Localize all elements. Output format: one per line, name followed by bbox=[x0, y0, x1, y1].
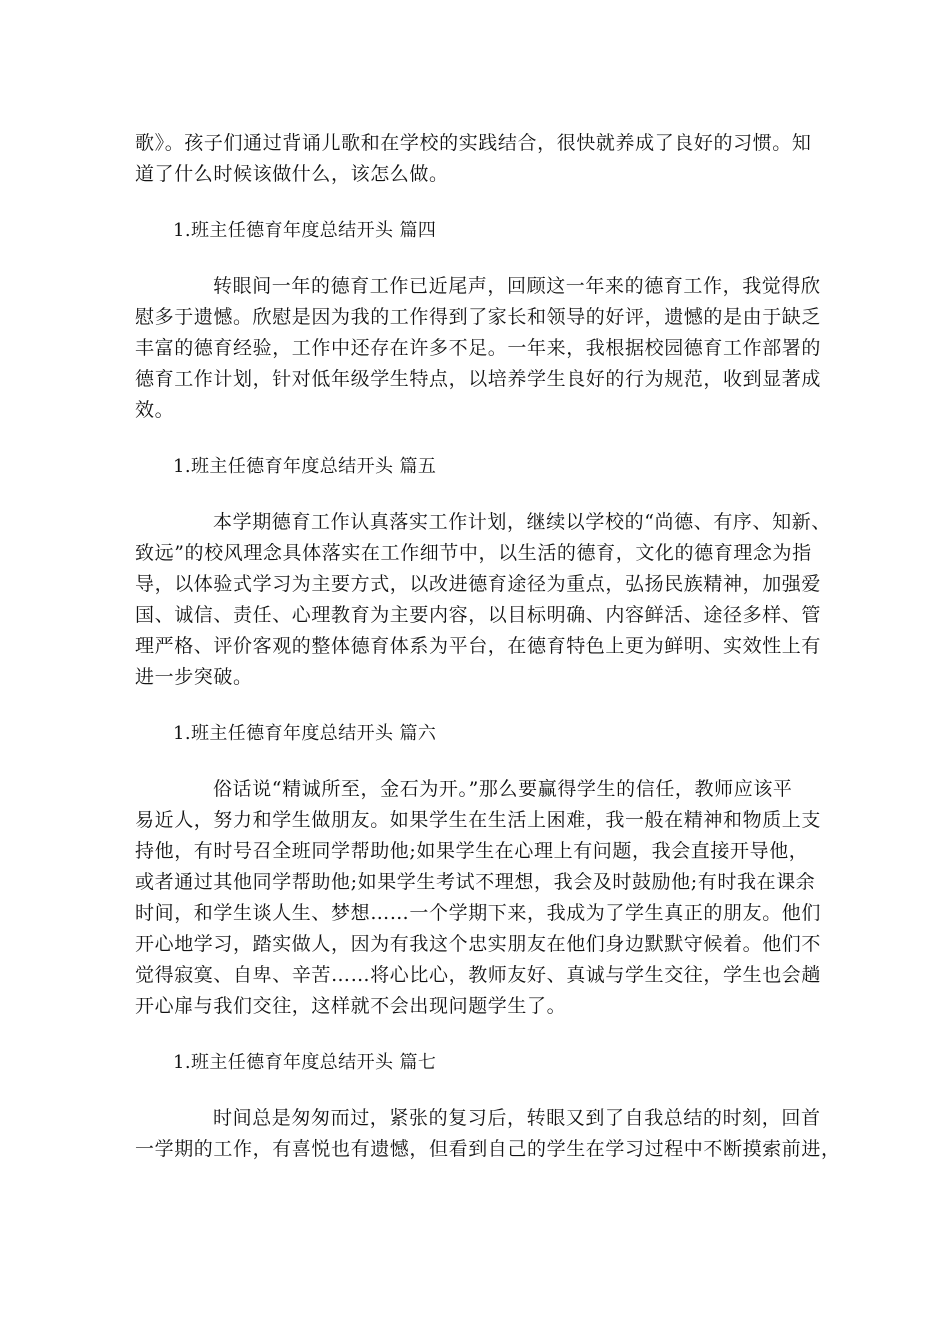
section-heading-6: 1.班主任德育年度总结开头 篇六 bbox=[173, 723, 437, 744]
paragraph-line: 导，以体验式学习为主要方式，以改进德育途径为重点，弘扬民族精神，加强爱 bbox=[135, 573, 822, 595]
paragraph-line: 效。 bbox=[135, 399, 175, 421]
paragraph-line: 德育工作计划，针对低年级学生特点，以培养学生良好的行为规范，收到显著成 bbox=[135, 368, 822, 390]
paragraph-line: 本学期德育工作认真落实工作计划，继续以学校的“尚德、有序、知新、 bbox=[213, 511, 831, 533]
paragraph-line: 或者通过其他同学帮助他;如果学生考试不理想，我会及时鼓励他;有时我在课余 bbox=[135, 871, 816, 893]
paragraph-line: 持他，有时号召全班同学帮助他;如果学生在心理上有问题，我会直接开导他， bbox=[135, 840, 809, 862]
paragraph-line: 俗话说“精诚所至，金石为开。”那么要赢得学生的信任，教师应该平 bbox=[213, 778, 793, 800]
paragraph-line: 时间，和学生谈人生、梦想……一个学期下来，我成为了学生真正的朋友。他们 bbox=[135, 902, 822, 924]
paragraph-line: 转眼间一年的德育工作已近尾声，回顾这一年来的德育工作，我觉得欣 bbox=[213, 275, 821, 297]
section-heading-7: 1.班主任德育年度总结开头 篇七 bbox=[173, 1052, 437, 1073]
section-heading-4: 1.班主任德育年度总结开头 篇四 bbox=[173, 220, 437, 241]
paragraph-continuation bbox=[135, 128, 823, 190]
paragraph-line: 觉得寂寞、自卑、辛苦……将心比心，教师友好、真诚与学生交往，学生也会趟 bbox=[135, 964, 822, 986]
paragraph-line: 歌》。孩子们通过背诵儿歌和在学校的实践结合，很快就养成了良好的习惯。知 bbox=[135, 132, 812, 154]
paragraph-line: 易近人，努力和学生做朋友。如果学生在生活上困难，我一般在精神和物质上支 bbox=[135, 809, 822, 831]
paragraph-line: 一学期的工作，有喜悦也有遗憾，但看到自己的学生在学习过程中不断摸索前进， bbox=[135, 1138, 841, 1160]
paragraph-line: 开心地学习，踏实做人，因为有我这个忠实朋友在他们身边默默守候着。他们不 bbox=[135, 933, 822, 955]
paragraph-line: 道了什么时候该做什么，该怎么做。 bbox=[135, 163, 449, 185]
paragraph-line: 时间总是匆匆而过，紧张的复习后，转眼又到了自我总结的时刻，回首 bbox=[213, 1107, 821, 1129]
paragraph-4 bbox=[135, 271, 823, 426]
paragraph-line: 进一步突破。 bbox=[135, 666, 253, 688]
paragraph-line: 致远”的校风理念具体落实在工作细节中，以生活的德育，文化的德育理念为指 bbox=[135, 542, 812, 564]
paragraph-line: 理严格、评价客观的整体德育体系为平台，在德育特色上更为鲜明、实效性上有 bbox=[135, 635, 822, 657]
paragraph-line: 慰多于遗憾。欣慰是因为我的工作得到了家长和领导的好评，遗憾的是由于缺乏 bbox=[135, 306, 822, 328]
paragraph-7 bbox=[135, 1103, 841, 1165]
paragraph-line: 开心扉与我们交往，这样就不会出现问题学生了。 bbox=[135, 995, 567, 1017]
paragraph-5 bbox=[135, 507, 831, 693]
paragraph-6 bbox=[135, 774, 823, 1022]
paragraph-line: 丰富的德育经验，工作中还存在许多不足。一年来，我根据校园德育工作部署的 bbox=[135, 337, 822, 359]
document-page bbox=[135, 128, 841, 1165]
section-heading-5: 1.班主任德育年度总结开头 篇五 bbox=[173, 456, 437, 477]
paragraph-line: 国、诚信、责任、心理教育为主要内容，以目标明确、内容鲜活、途径多样、管 bbox=[135, 604, 822, 626]
